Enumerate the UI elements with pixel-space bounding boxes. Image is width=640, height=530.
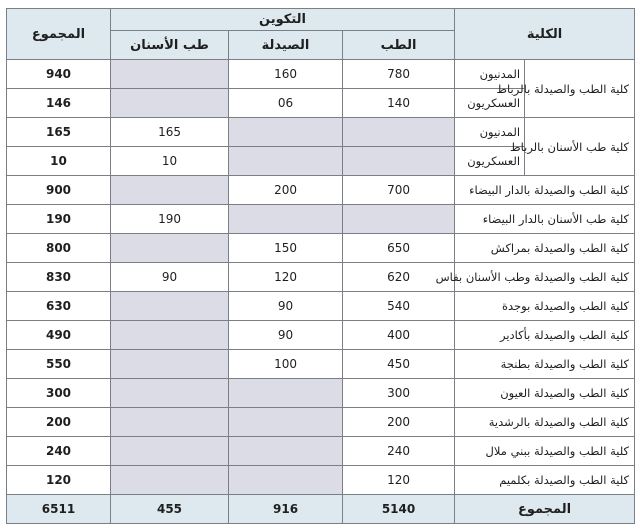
cell-dentistry: 165 bbox=[111, 118, 229, 147]
faculty-rows bbox=[7, 176, 635, 495]
cell-medicine: 620 bbox=[343, 263, 455, 292]
admissions-table-container bbox=[6, 8, 635, 524]
cell-total: 200 bbox=[7, 408, 111, 437]
cell-total: 800 bbox=[7, 234, 111, 263]
table-row bbox=[7, 118, 635, 147]
cell-medicine: 140 bbox=[343, 89, 455, 118]
subgroup-label: المدنيون bbox=[455, 60, 525, 89]
faculty-name: كلية الطب والصيدلة بالرشدية bbox=[455, 408, 635, 437]
faculty-name: كلية الطب والصيدلة العيون bbox=[455, 379, 635, 408]
cell-pharmacy: 160 bbox=[229, 60, 343, 89]
cell-total: 900 bbox=[7, 176, 111, 205]
footer-medicine: 5140 bbox=[343, 495, 455, 524]
faculty-name: كلية الطب والصيدلة بأكادير bbox=[455, 321, 635, 350]
cell-pharmacy: 100 bbox=[229, 350, 343, 379]
cell-pharmacy: 120 bbox=[229, 263, 343, 292]
cell-dentistry bbox=[111, 350, 229, 379]
footer-pharmacy: 916 bbox=[229, 495, 343, 524]
cell-total: 830 bbox=[7, 263, 111, 292]
cell-medicine: 700 bbox=[343, 176, 455, 205]
cell-dentistry: 90 bbox=[111, 263, 229, 292]
table-row bbox=[7, 263, 635, 292]
cell-dentistry bbox=[111, 234, 229, 263]
subgroup-label: المدنيون bbox=[455, 118, 525, 147]
faculty-name: كلية الطب والصيدلة بكلميم bbox=[455, 466, 635, 495]
cell-total: 940 bbox=[7, 60, 111, 89]
cell-medicine: 240 bbox=[343, 437, 455, 466]
cell-dentistry: 190 bbox=[111, 205, 229, 234]
cell-medicine: 650 bbox=[343, 234, 455, 263]
table-row bbox=[7, 379, 635, 408]
faculty-name: كلية الطب والصيدلة بطنجة bbox=[455, 350, 635, 379]
cell-pharmacy: 150 bbox=[229, 234, 343, 263]
cell-total: 630 bbox=[7, 292, 111, 321]
cell-total: 490 bbox=[7, 321, 111, 350]
cell-pharmacy bbox=[229, 147, 343, 176]
cell-dentistry bbox=[111, 321, 229, 350]
cell-dentistry bbox=[111, 60, 229, 89]
cell-dentistry bbox=[111, 292, 229, 321]
cell-medicine bbox=[343, 147, 455, 176]
header-medicine: الطب bbox=[343, 31, 455, 60]
cell-total: 165 bbox=[7, 118, 111, 147]
table-row bbox=[7, 437, 635, 466]
header-pharmacy: الصيدلة bbox=[229, 31, 343, 60]
footer-dentistry: 455 bbox=[111, 495, 229, 524]
cell-pharmacy bbox=[229, 118, 343, 147]
cell-dentistry bbox=[111, 89, 229, 118]
cell-dentistry bbox=[111, 379, 229, 408]
cell-total: 550 bbox=[7, 350, 111, 379]
cell-total: 300 bbox=[7, 379, 111, 408]
cell-medicine: 450 bbox=[343, 350, 455, 379]
header-faculty: الكلية bbox=[455, 9, 635, 60]
cell-pharmacy bbox=[229, 205, 343, 234]
cell-dentistry bbox=[111, 176, 229, 205]
cell-pharmacy: 06 bbox=[229, 89, 343, 118]
table-row bbox=[7, 321, 635, 350]
footer-row bbox=[7, 495, 635, 524]
cell-total: 10 bbox=[7, 147, 111, 176]
cell-pharmacy: 90 bbox=[229, 292, 343, 321]
table-row bbox=[7, 350, 635, 379]
faculty-name: كلية الطب والصيدلة بالدار البيضاء bbox=[455, 176, 635, 205]
table-row bbox=[7, 466, 635, 495]
table-row bbox=[7, 205, 635, 234]
cell-medicine: 400 bbox=[343, 321, 455, 350]
cell-medicine: 300 bbox=[343, 379, 455, 408]
faculty-name: كلية الطب والصيدلة بوجدة bbox=[455, 292, 635, 321]
cell-dentistry bbox=[111, 408, 229, 437]
footer-label: المجموع bbox=[455, 495, 635, 524]
admissions-table bbox=[6, 8, 635, 524]
table-row bbox=[7, 60, 635, 89]
cell-pharmacy bbox=[229, 466, 343, 495]
cell-medicine: 120 bbox=[343, 466, 455, 495]
cell-pharmacy: 200 bbox=[229, 176, 343, 205]
cell-dentistry bbox=[111, 466, 229, 495]
cell-medicine: 540 bbox=[343, 292, 455, 321]
footer-total: 6511 bbox=[7, 495, 111, 524]
cell-pharmacy bbox=[229, 379, 343, 408]
faculty-name: كلية الطب والصيدلة بمراكش bbox=[455, 234, 635, 263]
cell-total: 240 bbox=[7, 437, 111, 466]
faculty-name: كلية الطب والصيدلة ببني ملال bbox=[455, 437, 635, 466]
cell-total: 120 bbox=[7, 466, 111, 495]
header-dentistry: طب الأسنان bbox=[111, 31, 229, 60]
cell-medicine: 780 bbox=[343, 60, 455, 89]
cell-medicine bbox=[343, 118, 455, 147]
subgroup-label: العسكريون bbox=[455, 147, 525, 176]
faculty-name: كلية الطب والصيدلة وطب الأسنان بفاس bbox=[455, 263, 635, 292]
table-row bbox=[7, 234, 635, 263]
subgroup-label: العسكريون bbox=[455, 89, 525, 118]
cell-pharmacy bbox=[229, 437, 343, 466]
header-total: المجموع bbox=[7, 9, 111, 60]
table-row bbox=[7, 176, 635, 205]
cell-dentistry: 10 bbox=[111, 147, 229, 176]
table-row bbox=[7, 408, 635, 437]
cell-total: 190 bbox=[7, 205, 111, 234]
cell-total: 146 bbox=[7, 89, 111, 118]
cell-pharmacy: 90 bbox=[229, 321, 343, 350]
table-row bbox=[7, 292, 635, 321]
cell-medicine: 200 bbox=[343, 408, 455, 437]
faculty-name: كلية طب الأسنان بالرباط bbox=[525, 118, 635, 176]
header-row-top bbox=[7, 9, 635, 31]
faculty-name: كلية الطب والصيدلة بالرباط bbox=[525, 60, 635, 118]
header-training: التكوين bbox=[111, 9, 455, 31]
faculty-name: كلية طب الأسنان بالدار البيضاء bbox=[455, 205, 635, 234]
cell-medicine bbox=[343, 205, 455, 234]
cell-pharmacy bbox=[229, 408, 343, 437]
cell-dentistry bbox=[111, 437, 229, 466]
